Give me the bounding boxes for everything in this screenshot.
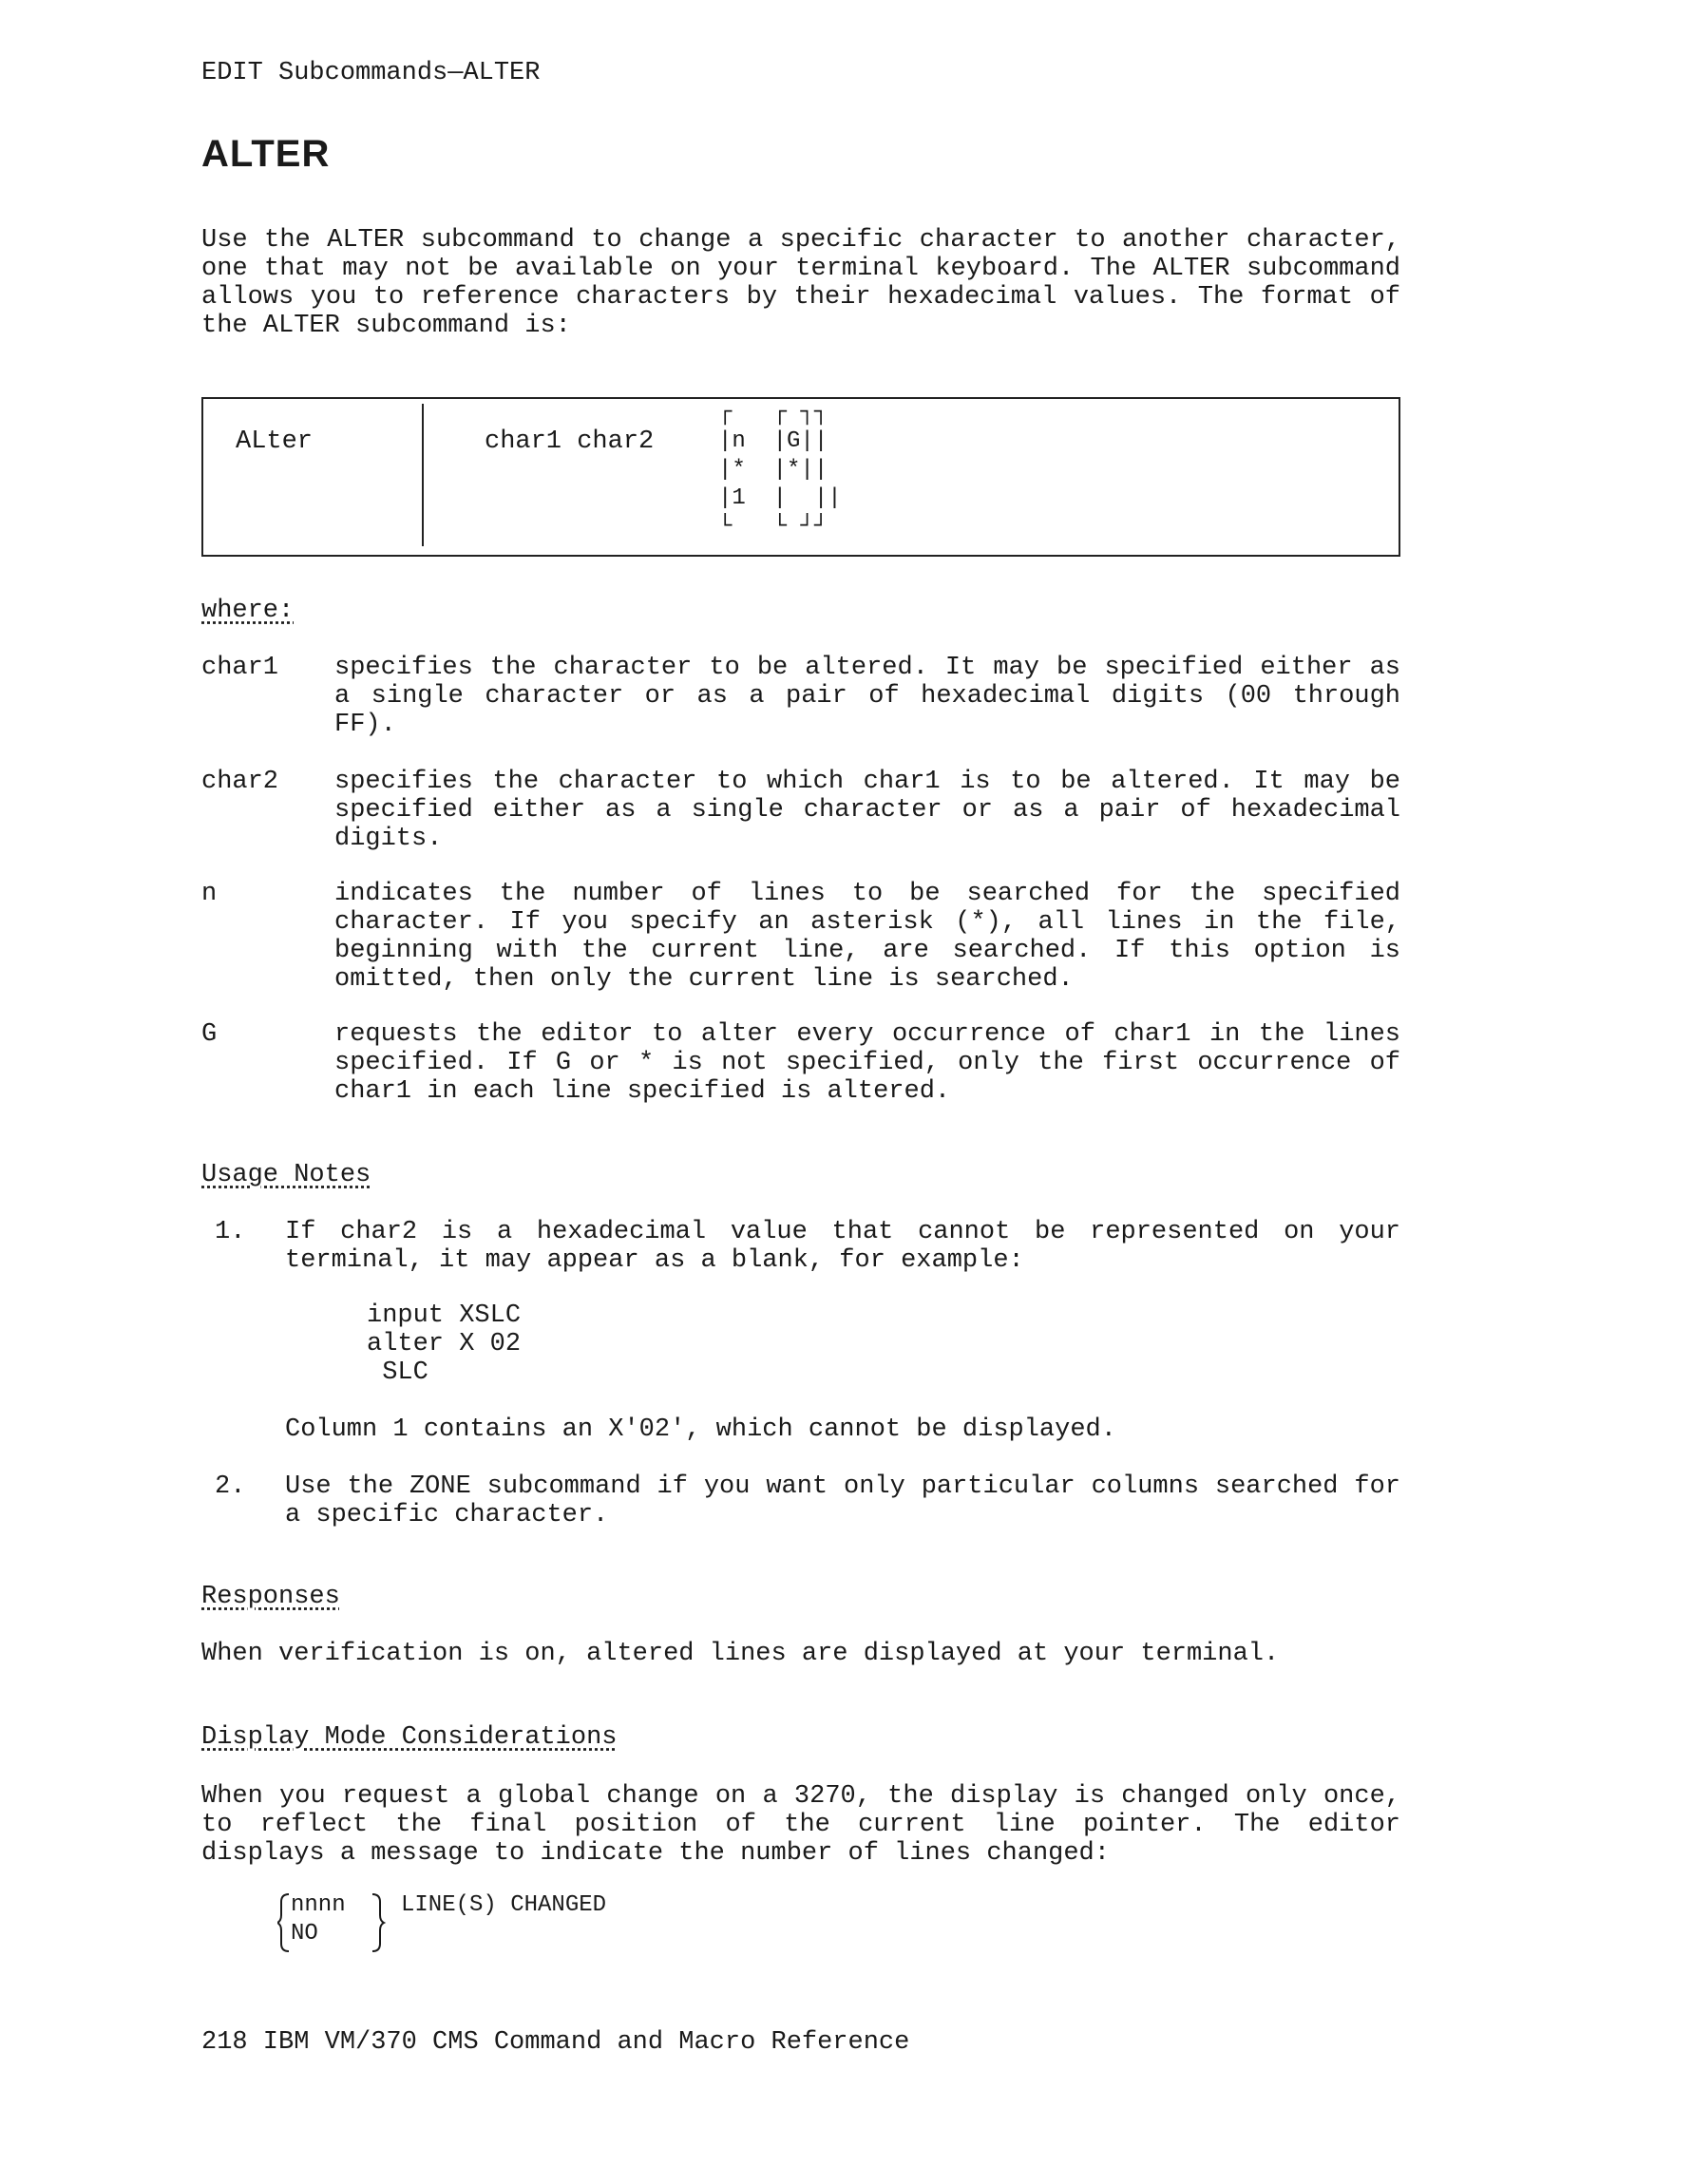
syntax-operands: char1 char2 xyxy=(485,427,655,456)
display-mode-heading: Display Mode Considerations xyxy=(201,1723,618,1752)
def-text: specifies the character to which char1 is to be altered. It may be specified either as a single character or as a pair of hexadecimal digits. xyxy=(334,768,1400,853)
usage-notes-heading: Usage Notes xyxy=(201,1161,371,1189)
intro-paragraph: Use the ALTER subcommand to change a specific character to another character, one that may not be available on your terminal keyboard. The ALTER subcommand allows you to reference characters by their hexadecimal values. The format of the ALTER subcommand is: xyxy=(201,226,1400,340)
example-line: alter X 02 xyxy=(367,1330,522,1358)
example-line: SLC xyxy=(367,1358,428,1387)
message-options xyxy=(277,1892,401,1953)
def-text: indicates the number of lines to be searched for the specified character. If you specify an asterisk (*), all lines in the file, beginning with the current line, are searched. If this option is omitted, then only the current line is searched. xyxy=(334,880,1400,994)
note-number: 1. xyxy=(215,1218,246,1246)
def-term: char2 xyxy=(201,768,279,796)
def-text: specifies the character to be altered. It may be specified either as a single character or as a pair of hexadecimal digits (00 through FF). xyxy=(334,654,1400,739)
note-number: 2. xyxy=(215,1472,246,1501)
syntax-option-line: └ └ ┘┘ xyxy=(718,514,828,540)
responses-text: When verification is on, altered lines are displayed at your terminal. xyxy=(201,1640,1280,1668)
def-text: requests the editor to alter every occurrence of char1 in the lines specified. If G or * is not specified, only the first occurrence of char1 in each line specified is altered. xyxy=(334,1020,1400,1106)
display-mode-text: When you request a global change on a 3270, the display is changed only once, to reflect the final position of the current line pointer. The editor displays a message to indicate the number of lines changed: xyxy=(201,1782,1400,1868)
def-term: G xyxy=(201,1020,218,1049)
syntax-option-line: |n |G|| xyxy=(718,428,828,454)
def-term: char1 xyxy=(201,654,279,682)
note-text: Use the ZONE subcommand if you want only particular columns searched for a specific character. xyxy=(285,1472,1400,1529)
note-continuation: Column 1 contains an X'02', which cannot be displayed. xyxy=(285,1415,1116,1444)
page-footer: 218 IBM VM/370 CMS Command and Macro Reference xyxy=(201,2028,910,2057)
page-title: ALTER xyxy=(201,133,331,175)
responses-heading: Responses xyxy=(201,1583,340,1611)
syntax-option-line: |1 | || xyxy=(718,485,842,511)
message-text: LINE(S) CHANGED xyxy=(401,1892,607,1918)
def-term: n xyxy=(201,880,218,908)
message-option: NO xyxy=(291,1921,318,1947)
message-option: nnnn xyxy=(291,1892,346,1918)
example-line: input XSLC xyxy=(367,1301,522,1330)
running-header: EDIT Subcommands—ALTER xyxy=(201,59,541,87)
syntax-divider xyxy=(422,404,424,546)
syntax-option-line: ┌ ┌ ┐┐ xyxy=(718,400,828,426)
where-label: where: xyxy=(201,597,295,625)
syntax-option-line: |* |*|| xyxy=(718,457,828,483)
syntax-command: ALter xyxy=(236,427,314,456)
note-text: If char2 is a hexadecimal value that cannot be represented on your terminal, it may appear as a blank, for example: xyxy=(285,1218,1400,1275)
